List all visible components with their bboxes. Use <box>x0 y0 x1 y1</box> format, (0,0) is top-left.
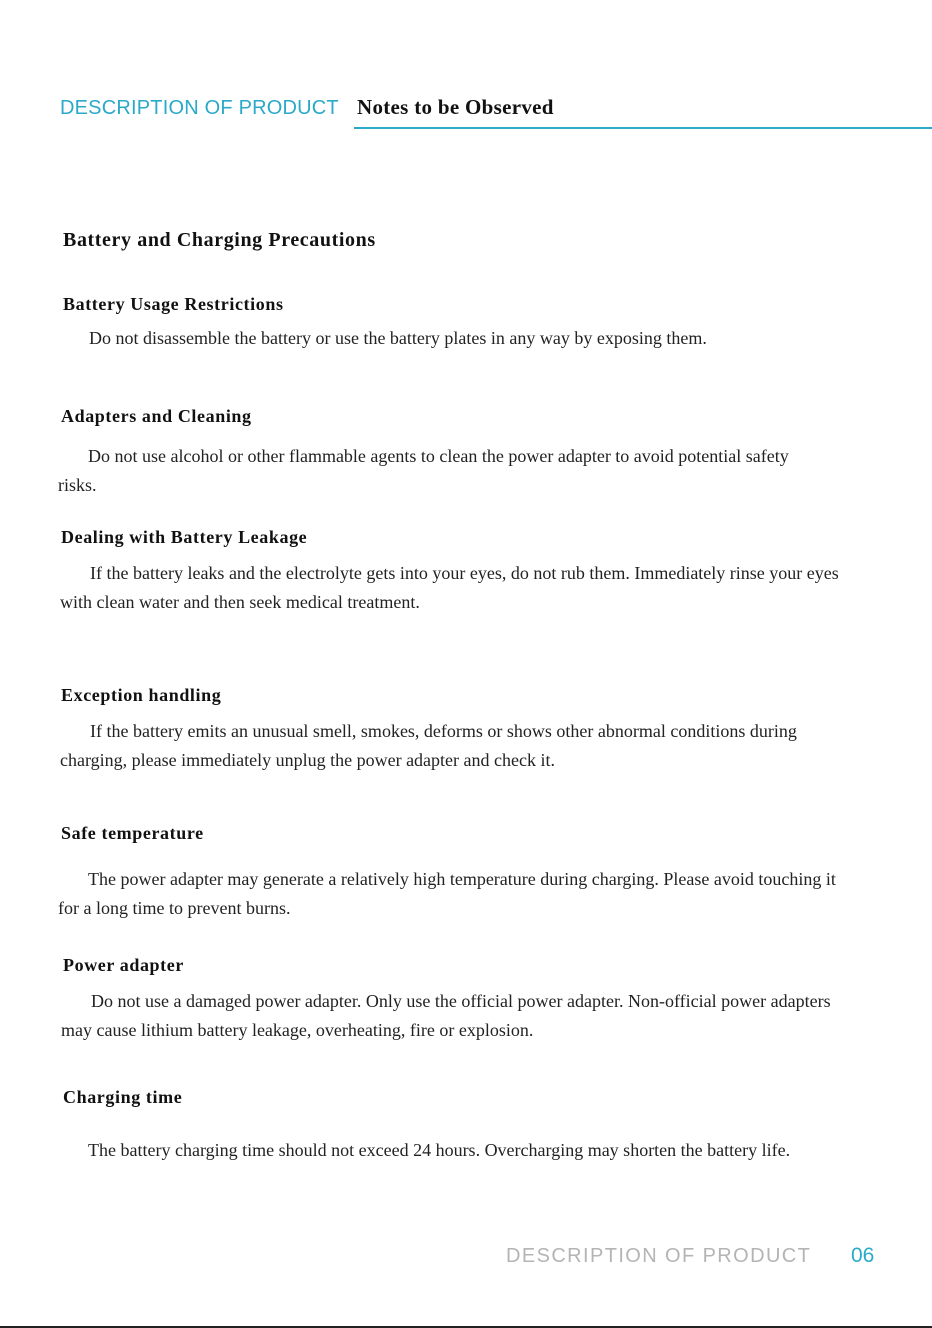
heading-charging-time: Charging time <box>63 1087 183 1107</box>
paragraph-power-adapter: Do not use a damaged power adapter. Only use the official power adapter. Non-official power adapters may cause lithium battery leakage, overheating, fire or explosion. <box>61 991 831 1040</box>
paragraph-adapters-and-cleaning: Do not use alcohol or other flammable agents to clean the power adapter to avoid potential safety risks. <box>58 446 789 495</box>
header-divider <box>354 127 932 129</box>
heading-safe-temperature: Safe temperature <box>61 823 204 843</box>
footer-section-label: DESCRIPTION OF PRODUCT <box>506 1245 812 1267</box>
heading-battery-usage-restrictions: Battery Usage Restrictions <box>63 294 284 314</box>
paragraph-battery-usage-restrictions: Do not disassemble the battery or use the battery plates in any way by exposing them. <box>89 328 707 348</box>
heading-dealing-with-battery-leakage: Dealing with Battery Leakage <box>61 527 308 547</box>
heading-exception-handling: Exception handling <box>61 685 222 705</box>
main-heading: Battery and Charging Precautions <box>63 229 376 251</box>
heading-adapters-and-cleaning: Adapters and Cleaning <box>61 406 252 426</box>
paragraph-charging-time: The battery charging time should not exceed 24 hours. Overcharging may shorten the battery life. <box>88 1140 791 1160</box>
page-number: 06 <box>851 1244 875 1267</box>
heading-power-adapter: Power adapter <box>63 955 184 975</box>
page-title: Notes to be Observed <box>357 95 554 119</box>
paragraph-exception-handling: If the battery emits an unusual smell, smokes, deforms or shows other abnormal conditions during charging, please immediately unplug the power adapter and check it. <box>60 721 797 770</box>
header-section-label: DESCRIPTION OF PRODUCT <box>60 97 339 119</box>
paragraph-safe-temperature: The power adapter may generate a relatively high temperature during charging. Please avoid touching it for a long time to prevent burns. <box>58 869 836 918</box>
paragraph-dealing-with-battery-leakage: If the battery leaks and the electrolyte gets into your eyes, do not rub them. Immediately rinse your eyes with clean water and then seek medical treatment. <box>60 563 839 612</box>
